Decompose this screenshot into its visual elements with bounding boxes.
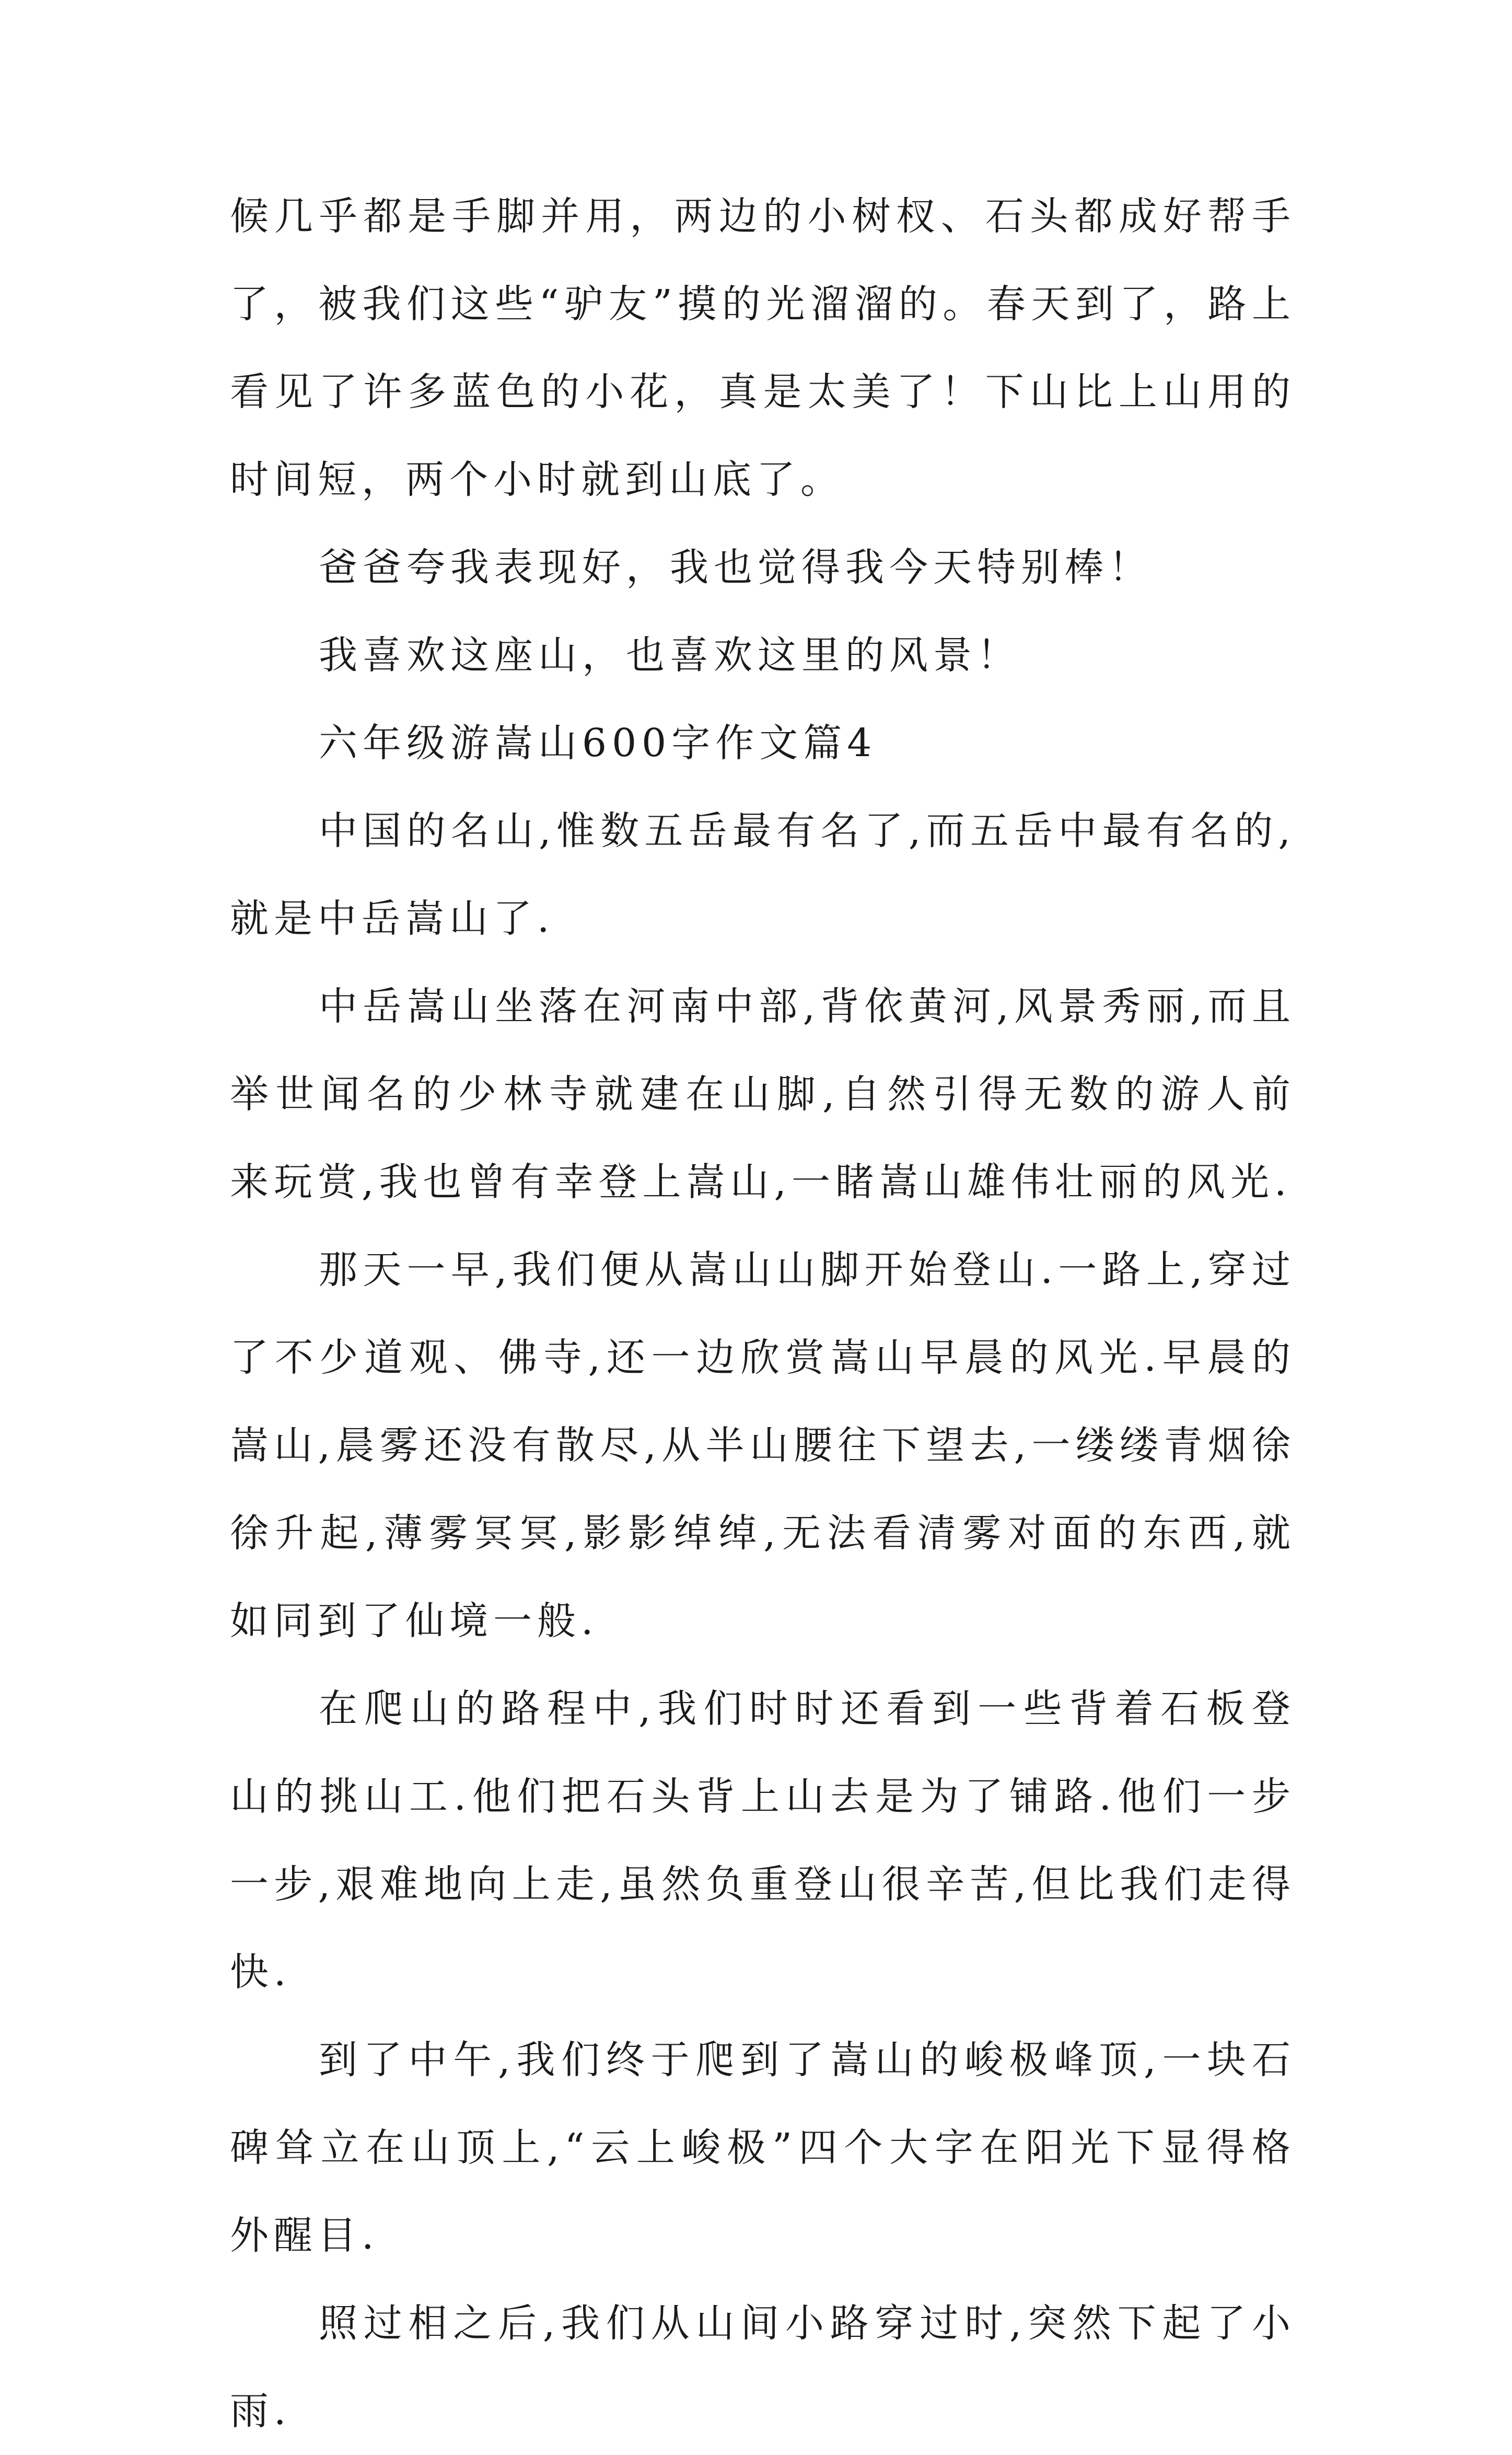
paragraph: 那天一早,我们便从嵩山山脚开始登山.一路上,穿过了不少道观、佛寺,还一边欣赏嵩山早晨的风光.早晨的嵩山,晨雾还没有散尽,从半山腰往下望去,一缕缕青烟徐徐升起,薄雾冥冥,影影绰绰,无法看清雾对面的东西,就如同到了仙境一般. — [230, 1247, 1296, 1643]
paragraph: 照过相之后,我们从山间小路穿过时,突然下起了小雨. — [230, 2301, 1296, 2434]
paragraph: 我喜欢这座山，也喜欢这里的风景！ — [319, 633, 1021, 678]
paragraph: 中岳嵩山坐落在河南中部,背依黄河,风景秀丽,而且举世闻名的少林寺就建在山脚,自然引得无数的游人前来玩赏,我也曾有幸登上嵩山,一睹嵩山雄伟壮丽的风光. — [230, 984, 1296, 1205]
section-heading: 六年级游嵩山600字作文篇4 — [319, 721, 877, 766]
paragraph: 中国的名山,惟数五岳最有名了,而五岳中最有名的,就是中岳嵩山了. — [230, 808, 1296, 941]
essay-body — [230, 172, 1296, 2455]
paragraph: 到了中午,我们终于爬到了嵩山的峻极峰顶,一块石碑耸立在山顶上,“云上峻极”四个大字在阳光下显得格外醒目. — [230, 2037, 1296, 2258]
paragraph: 爸爸夸我表现好，我也觉得我今天特别棒！ — [319, 545, 1153, 590]
paragraph: 候几乎都是手脚并用，两边的小树杈、石头都成好帮手了，被我们这些“驴友”摸的光溜溜的。春天到了，路上看见了许多蓝色的小花，真是太美了！下山比上山用的时间短，两个小时就到山底了。 — [230, 194, 1296, 502]
paragraph: 在爬山的路程中,我们时时还看到一些背着石板登山的挑山工.他们把石头背上山去是为了铺路.他们一步一步,艰难地向上走,虽然负重登山很辛苦,但比我们走得快. — [230, 1686, 1296, 1995]
